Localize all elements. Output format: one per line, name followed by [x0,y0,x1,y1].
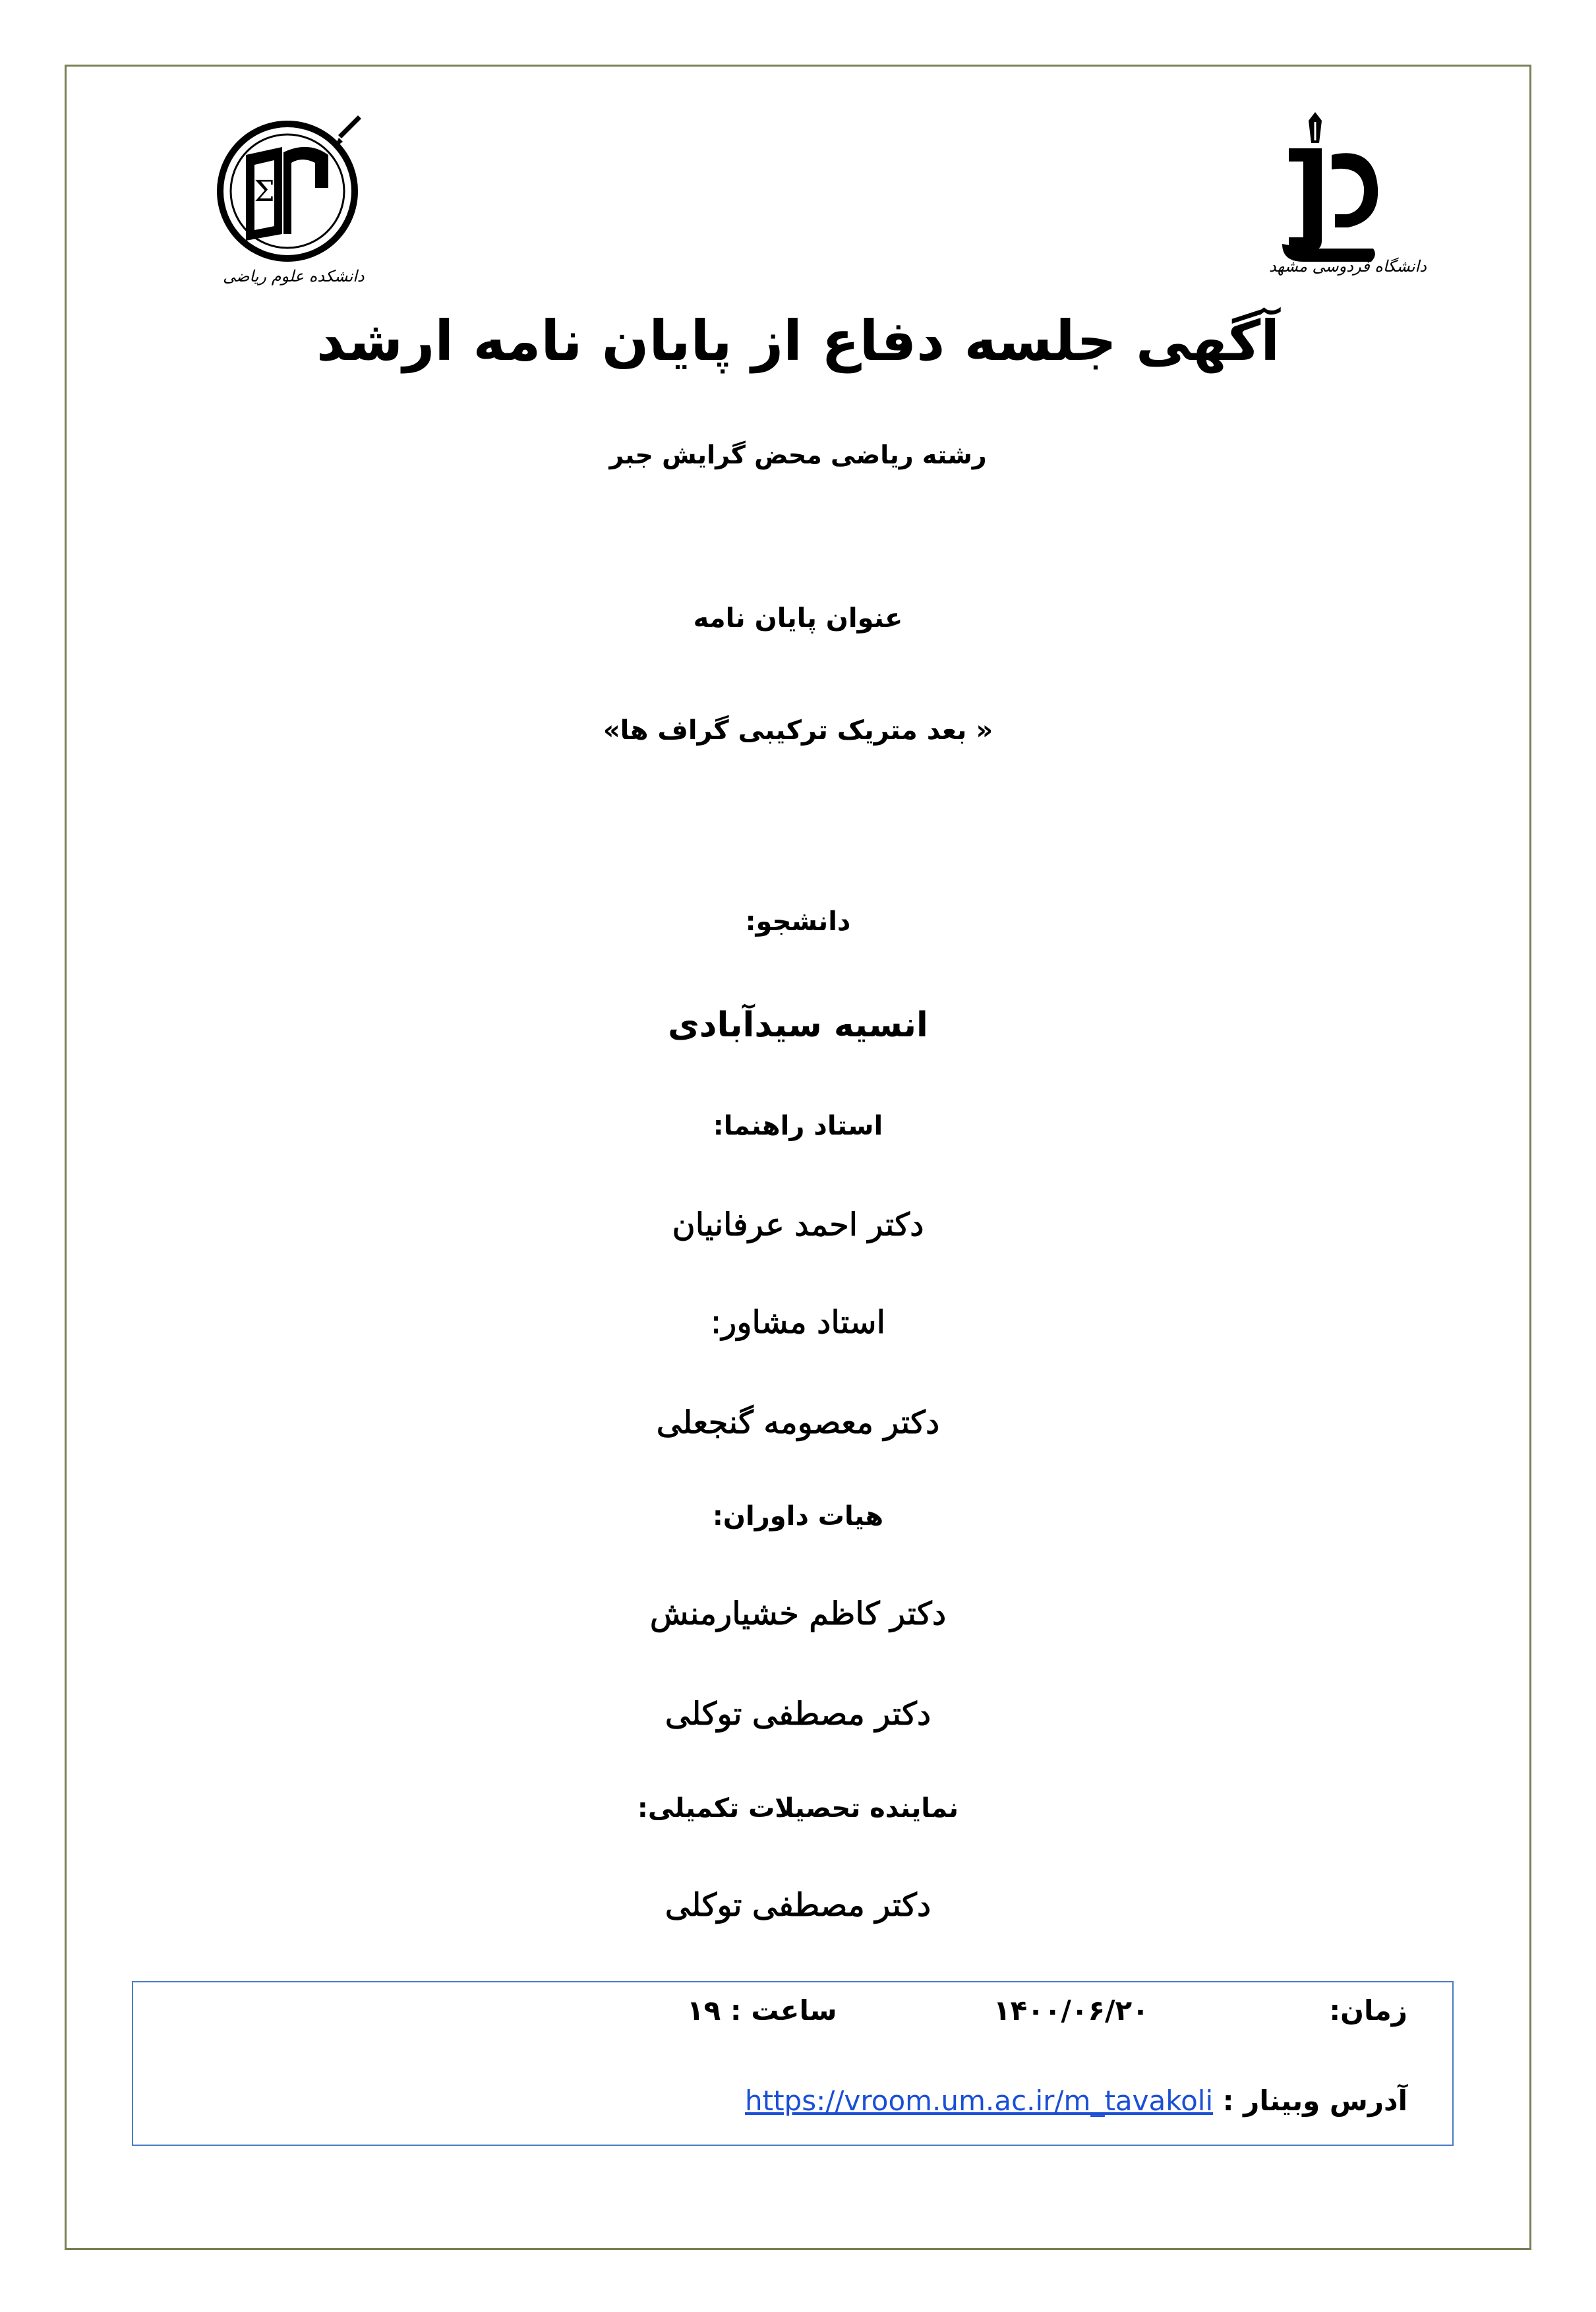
grad-rep-name: دکتر مصطفی توکلی [665,1887,931,1924]
student-name: انسیه سیدآبادی [668,1005,928,1045]
referee-name-2: دکتر مصطفی توکلی [665,1696,931,1733]
webinar-link[interactable]: https://vroom.um.ac.ir/m_tavakoli [745,2085,1214,2117]
ferdowsi-university-caption: دانشگاه فردوسی مشهد [1269,257,1427,276]
svg-text:Σ: Σ [254,175,275,208]
supervisor-name: دکتر احمد عرفانیان [672,1206,924,1243]
ferdowsi-university-logo [1262,109,1427,287]
defense-date: ۱۴۰۰/۰۶/۲۰ [993,1994,1149,2027]
referees-label: هیات داوران: [712,1501,884,1531]
page-title: آگهی جلسه دفاع از پایان نامه ارشد [316,309,1280,373]
advisor-name: دکتر معصومه گنجعلی [656,1404,940,1441]
math-faculty-caption: دانشکده علوم ریاضی [223,267,365,285]
webinar-address [745,2085,1407,2117]
student-label: دانشجو: [745,906,851,937]
defense-details-box [132,1981,1454,2146]
field-subtitle: رشته ریاضی محض گرایش جبر [609,440,987,469]
defense-hour: ساعت : ۱۹ [687,1994,837,2027]
math-faculty-logo [210,109,371,297]
grad-rep-label: نماینده تحصیلات تکمیلی: [637,1793,959,1823]
thesis-title: « بعد متریک ترکیبی گراف ها» [603,715,993,746]
referee-name-1: دکتر کاظم خشیارمنش [649,1595,947,1632]
advisor-label: استاد مشاور: [711,1304,885,1341]
thesis-label: عنوان پایان نامه [693,603,903,634]
time-label: زمان: [1329,1994,1407,2027]
webinar-label: آدرس وبینار : [1222,2085,1407,2117]
supervisor-label: استاد راهنما: [713,1111,883,1141]
